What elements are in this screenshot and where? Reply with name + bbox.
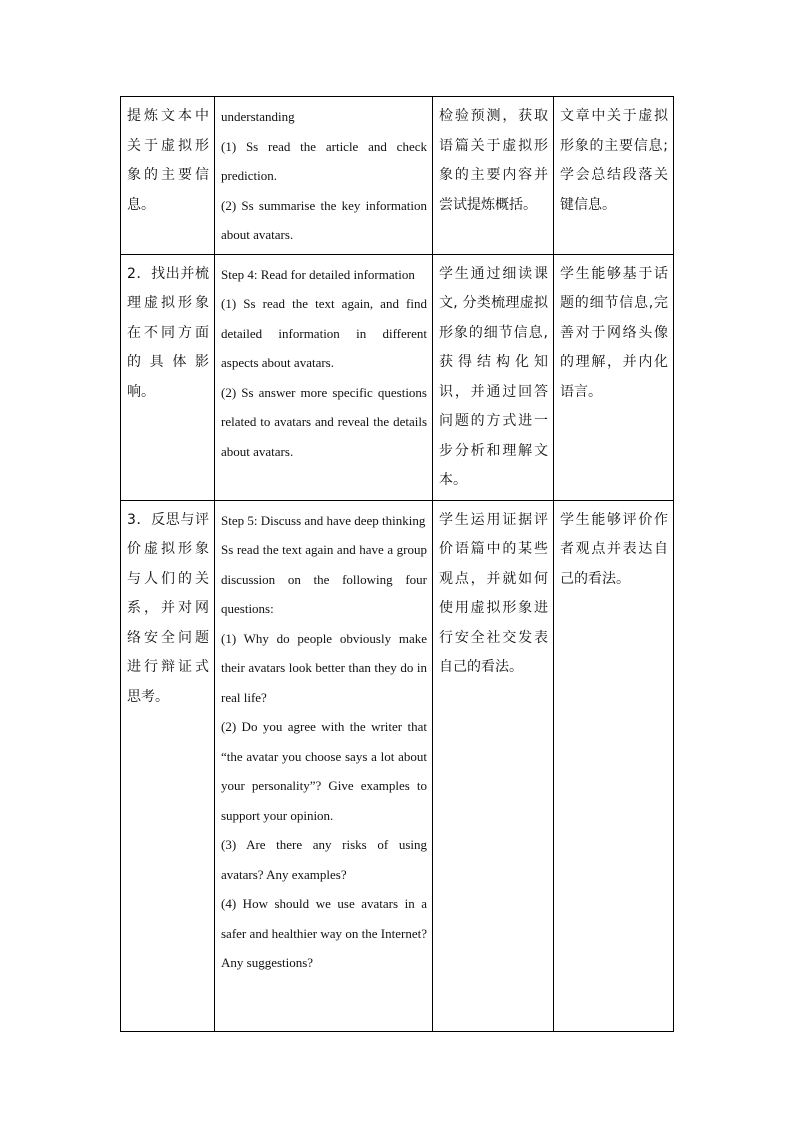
purpose-cell: 检验预测，获取语篇关于虚拟形象的主要内容并尝试提炼概括。 xyxy=(433,97,554,255)
activity-line: (2) Ss answer more specific questions related to avatars and reveal the details about avatars. xyxy=(221,384,427,459)
activities-cell xyxy=(215,500,433,1031)
activity-line: understanding xyxy=(221,109,295,124)
outcome-cell: 学生能够基于话题的细节信息,完善对于网络头像的理解，并内化语言。 xyxy=(554,254,674,500)
activity-line: (2) Do you agree with the writer that “the avatar you choose says a lot about your personality”? Give examples to support your opinion. xyxy=(221,719,427,823)
objective-cell: 2．找出并梳理虚拟形象在不同方面的具体影响。 xyxy=(121,254,215,500)
activity-line: (1) Why do people obviously make their avatars look better than they do in real life? xyxy=(221,630,427,705)
outcome-cell: 学生能够评价作者观点并表达自己的看法。 xyxy=(554,500,674,1031)
purpose-cell: 学生通过细读课文, 分类梳理虚拟形象的细节信息, 获得结构化知识，并通过回答问题的方式进一步分析和理解文本。 xyxy=(433,254,554,500)
table-row xyxy=(121,500,674,1031)
outcome-cell: 文章中关于虚拟形象的主要信息; 学会总结段落关键信息。 xyxy=(554,97,674,255)
activity-line: (2) Ss summarise the key information about avatars. xyxy=(221,197,427,242)
table-row xyxy=(121,97,674,255)
lesson-plan-table xyxy=(120,96,674,1032)
activity-line: (4) How should we use avatars in a safer and healthier way on the Internet? Any suggestions? xyxy=(221,896,427,970)
activity-line: Ss read the text again and have a group discussion on the following four questions: xyxy=(221,542,427,616)
objective-cell: 3．反思与评价虚拟形象与人们的关系，并对网络安全问题进行辩证式思考。 xyxy=(121,500,215,1031)
table-row xyxy=(121,254,674,500)
activity-line: (1) Ss read the text again, and find detailed information in different aspects about avatars. xyxy=(221,296,427,370)
activity-line: Step 5: Discuss and have deep thinking xyxy=(221,512,426,528)
activities-cell xyxy=(215,97,433,255)
activity-line: (3) Are there any risks of using avatars? Any examples? xyxy=(221,837,427,882)
activity-line: Step 4: Read for detailed information xyxy=(221,266,415,282)
activities-cell xyxy=(215,254,433,500)
activity-line: (1) Ss read the article and check prediction. xyxy=(221,138,427,183)
objective-cell: 提炼文本中关于虚拟形象的主要信息。 xyxy=(121,97,215,255)
purpose-cell: 学生运用证据评价语篇中的某些观点，并就如何使用虚拟形象进行安全社交发表自己的看法。 xyxy=(433,500,554,1031)
